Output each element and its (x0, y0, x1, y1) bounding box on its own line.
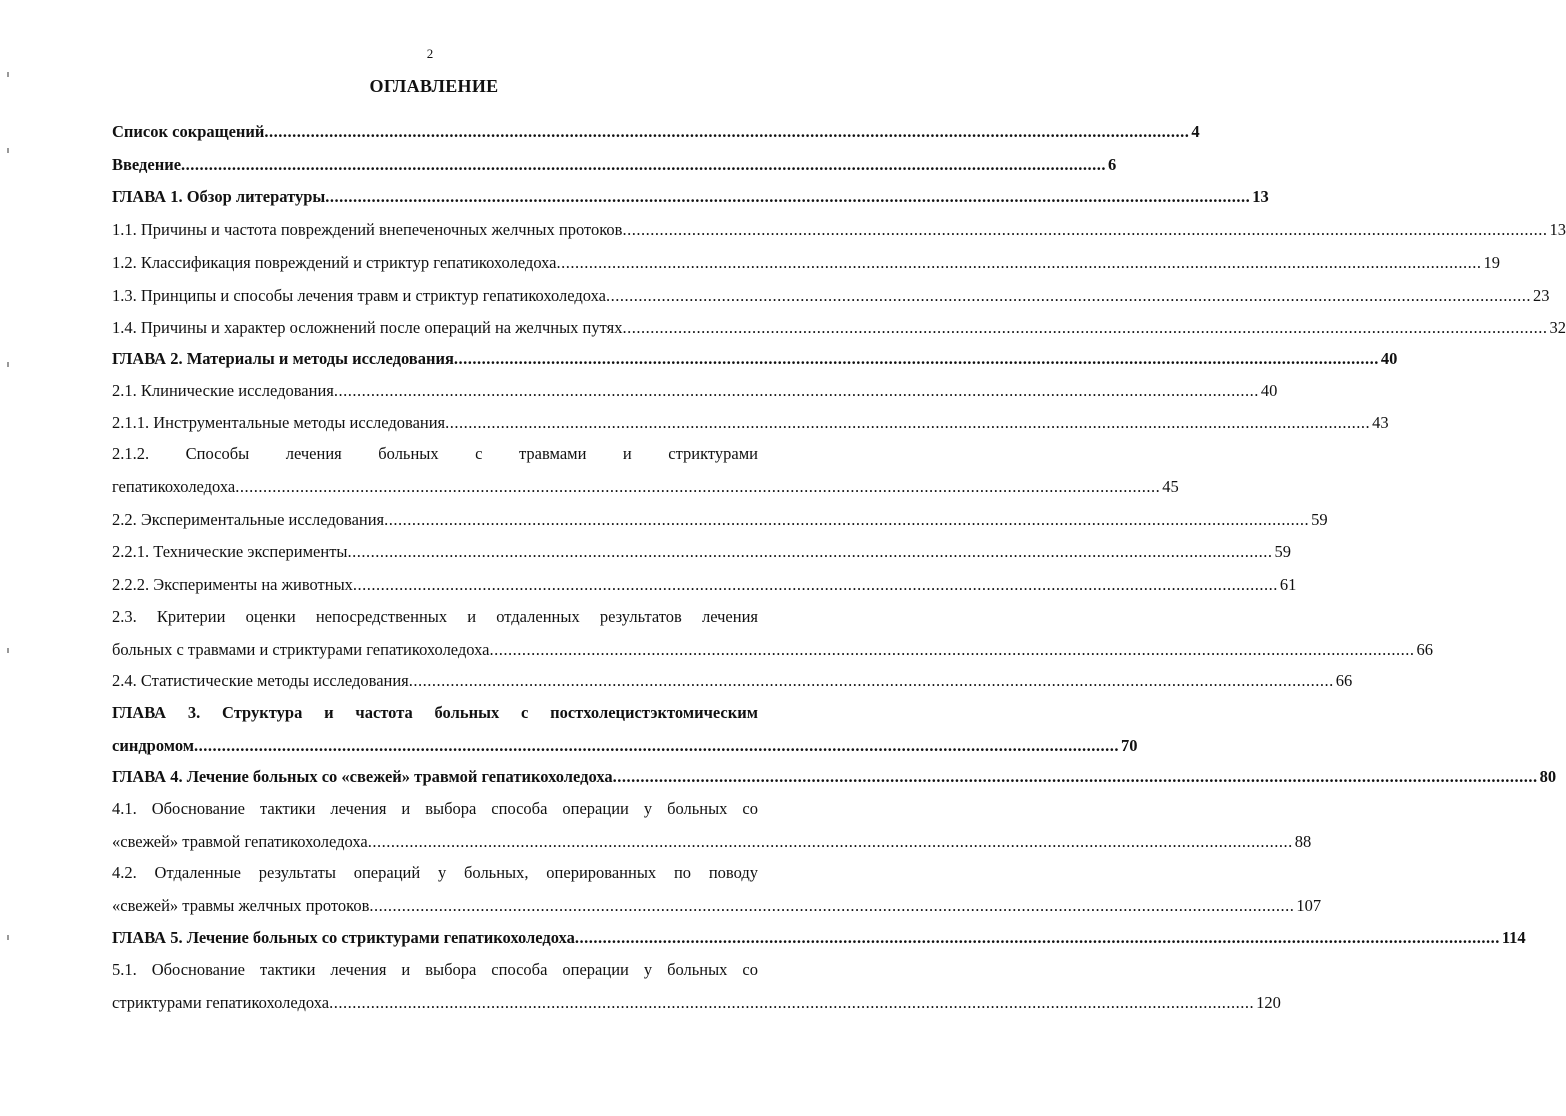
dot-leader: ........................................................................................................................................................................................................ (367, 832, 1293, 851)
toc-entry-title: ГЛАВА 1. Обзор литературы (112, 187, 326, 206)
toc-entry (112, 349, 1398, 369)
toc-entry (112, 703, 1138, 756)
toc-entry-title: «свежей» травмой гепатикохоледоха (112, 832, 368, 851)
toc-entry-page: 59 (1311, 510, 1328, 529)
dot-leader: ........................................................................................................................................................................................................ (329, 993, 1255, 1012)
toc-entry-page: 88 (1294, 832, 1312, 851)
toc-entry (112, 286, 1550, 306)
dot-leader: ........................................................................................................................................................................................................ (622, 318, 1548, 337)
toc-entry-page: 13 (1549, 220, 1566, 239)
toc-entry (112, 220, 1566, 240)
toc-entry-title: 2.2. Экспериментальные исследования (112, 510, 385, 529)
toc-entry-title: гепатикохоледоха (112, 477, 236, 496)
toc-entry (112, 253, 1501, 273)
dot-leader: ........................................................................................................................................................................................................ (352, 575, 1278, 594)
toc-entry-title: Список сокращений (112, 122, 265, 141)
toc-entry-page: 13 (1252, 187, 1269, 206)
toc-entry-title: «свежей» травмы желчных протоков (112, 896, 370, 915)
dot-leader: ........................................................................................................................................................................................................ (194, 736, 1119, 755)
toc-entry-title: ГЛАВА 2. Материалы и методы исследования (112, 349, 454, 368)
toc-entry-page: 45 (1162, 477, 1179, 496)
toc-entry-title: 2.2.2. Эксперименты на животных (112, 575, 353, 594)
toc-entry-title: больных с травмами и стриктурами гепатикохоледоха (112, 640, 490, 659)
dot-leader: ........................................................................................................................................................................................................ (489, 640, 1415, 659)
toc-entry-line1: ГЛАВА 3. Структура и частота больных с постхолецистэктомическим (112, 703, 758, 722)
toc-entry-title: стриктурами гепатикохоледоха (112, 993, 330, 1012)
dot-leader: ........................................................................................................................................................................................................ (606, 286, 1531, 305)
dot-leader: ........................................................................................................................................................................................................ (181, 155, 1107, 174)
toc-entry-page: 120 (1256, 993, 1281, 1012)
toc-entry-line1: 4.1. Обоснование тактики лечения и выбора способа операции у больных со (112, 799, 758, 818)
toc-entry-page: 19 (1483, 253, 1501, 272)
toc-entry (112, 863, 1322, 916)
toc-entry (112, 122, 1200, 142)
toc-entry-page: 114 (1501, 928, 1526, 947)
margin-mark (7, 648, 9, 653)
margin-mark (7, 72, 9, 77)
toc-entry (112, 799, 1312, 852)
dot-leader: ........................................................................................................................................................................................................ (574, 928, 1500, 947)
toc-entry-title: синдромом (112, 736, 194, 755)
toc-entry-page: 59 (1274, 542, 1292, 561)
toc-entry (112, 607, 1433, 660)
dot-leader: ........................................................................................................................................................................................................ (325, 187, 1251, 206)
toc-entry-title: 2.2.1. Технические эксперименты (112, 542, 348, 561)
toc-entry-title: 1.1. Причины и частота повреждений внепеченочных желчных протоков (112, 220, 623, 239)
margin-mark (7, 935, 9, 940)
toc-entry-line1: 2.1.2. Способы лечения больных с травмами и стриктурами (112, 444, 758, 463)
toc-entry-title: 1.4. Причины и характер осложнений после операций на желчных путях (112, 318, 623, 337)
toc-entry-page: 43 (1372, 413, 1389, 432)
toc-entry-title: 2.1.1. Инструментальные методы исследования (112, 413, 446, 432)
toc-entry (112, 575, 1297, 595)
toc-entry-page: 80 (1539, 767, 1557, 786)
toc-entry-page: 4 (1191, 122, 1200, 141)
toc-entry (112, 318, 1566, 338)
toc-entry (112, 444, 1179, 497)
dot-leader: ........................................................................................................................................................................................................ (333, 381, 1259, 400)
toc-entry (112, 960, 1281, 1013)
toc-entry-page: 107 (1296, 896, 1322, 915)
toc-entry-title: ГЛАВА 4. Лечение больных со «свежей» травмой гепатикохоледоха (112, 767, 613, 786)
dot-leader: ........................................................................................................................................................................................................ (445, 413, 1371, 432)
toc-entry-page: 66 (1416, 640, 1433, 659)
margin-mark (7, 148, 9, 153)
toc-entry-page: 70 (1121, 736, 1138, 755)
toc-entry-title: 1.2. Классификация повреждений и стриктур гепатикохоледоха (112, 253, 557, 272)
toc-entry (112, 767, 1557, 787)
toc-entry-page: 40 (1260, 381, 1278, 400)
toc-entry-title: ГЛАВА 5. Лечение больных со стриктурами гепатикохоледоха (112, 928, 575, 947)
toc-entry-title: 1.3. Принципы и способы лечения травм и стриктур гепатикохоледоха (112, 286, 606, 305)
toc-entry-page: 61 (1279, 575, 1297, 594)
toc-entry-line1: 2.3. Критерии оценки непосредственных и отдаленных результатов лечения (112, 607, 758, 626)
toc-entry-page: 32 (1549, 318, 1566, 337)
dot-leader: ........................................................................................................................................................................................................ (369, 896, 1295, 915)
dot-leader: ........................................................................................................................................................................................................ (384, 510, 1310, 529)
toc-entry (112, 155, 1117, 175)
toc-entry (112, 413, 1389, 433)
toc-entry (112, 671, 1353, 691)
page-number: 2 (426, 46, 434, 61)
dot-leader: ........................................................................................................................................................................................................ (453, 349, 1379, 368)
toc-entry (112, 187, 1269, 207)
dot-leader: ........................................................................................................................................................................................................ (556, 253, 1482, 272)
toc-entry-line1: 5.1. Обоснование тактики лечения и выбора способа операции у больных со (112, 960, 758, 979)
toc-entry-title: Введение (112, 155, 182, 174)
toc-entry-page: 66 (1335, 671, 1353, 690)
toc-entry-page: 6 (1108, 155, 1117, 174)
dot-leader: ........................................................................................................................................................................................................ (235, 477, 1161, 496)
toc-entry-title: 2.1. Клинические исследования (112, 381, 334, 400)
toc-title: ОГЛАВЛЕНИЕ (369, 76, 499, 96)
toc-entry (112, 928, 1526, 948)
toc-entry-line1: 4.2. Отдаленные результаты операций у больных, оперированных по поводу (112, 863, 758, 882)
dot-leader: ........................................................................................................................................................................................................ (622, 220, 1548, 239)
toc-entry (112, 510, 1328, 530)
dot-leader: ........................................................................................................................................................................................................ (347, 542, 1273, 561)
dot-leader: ........................................................................................................................................................................................................ (612, 767, 1538, 786)
dot-leader: ........................................................................................................................................................................................................ (408, 671, 1334, 690)
toc-entry-page: 40 (1380, 349, 1398, 368)
toc-entry-title: 2.4. Статистические методы исследования (112, 671, 409, 690)
dot-leader: ........................................................................................................................................................................................................ (264, 122, 1190, 141)
toc-entry (112, 542, 1292, 562)
toc-entry (112, 381, 1278, 401)
margin-mark (7, 362, 9, 367)
toc-entry-page: 23 (1533, 286, 1550, 305)
